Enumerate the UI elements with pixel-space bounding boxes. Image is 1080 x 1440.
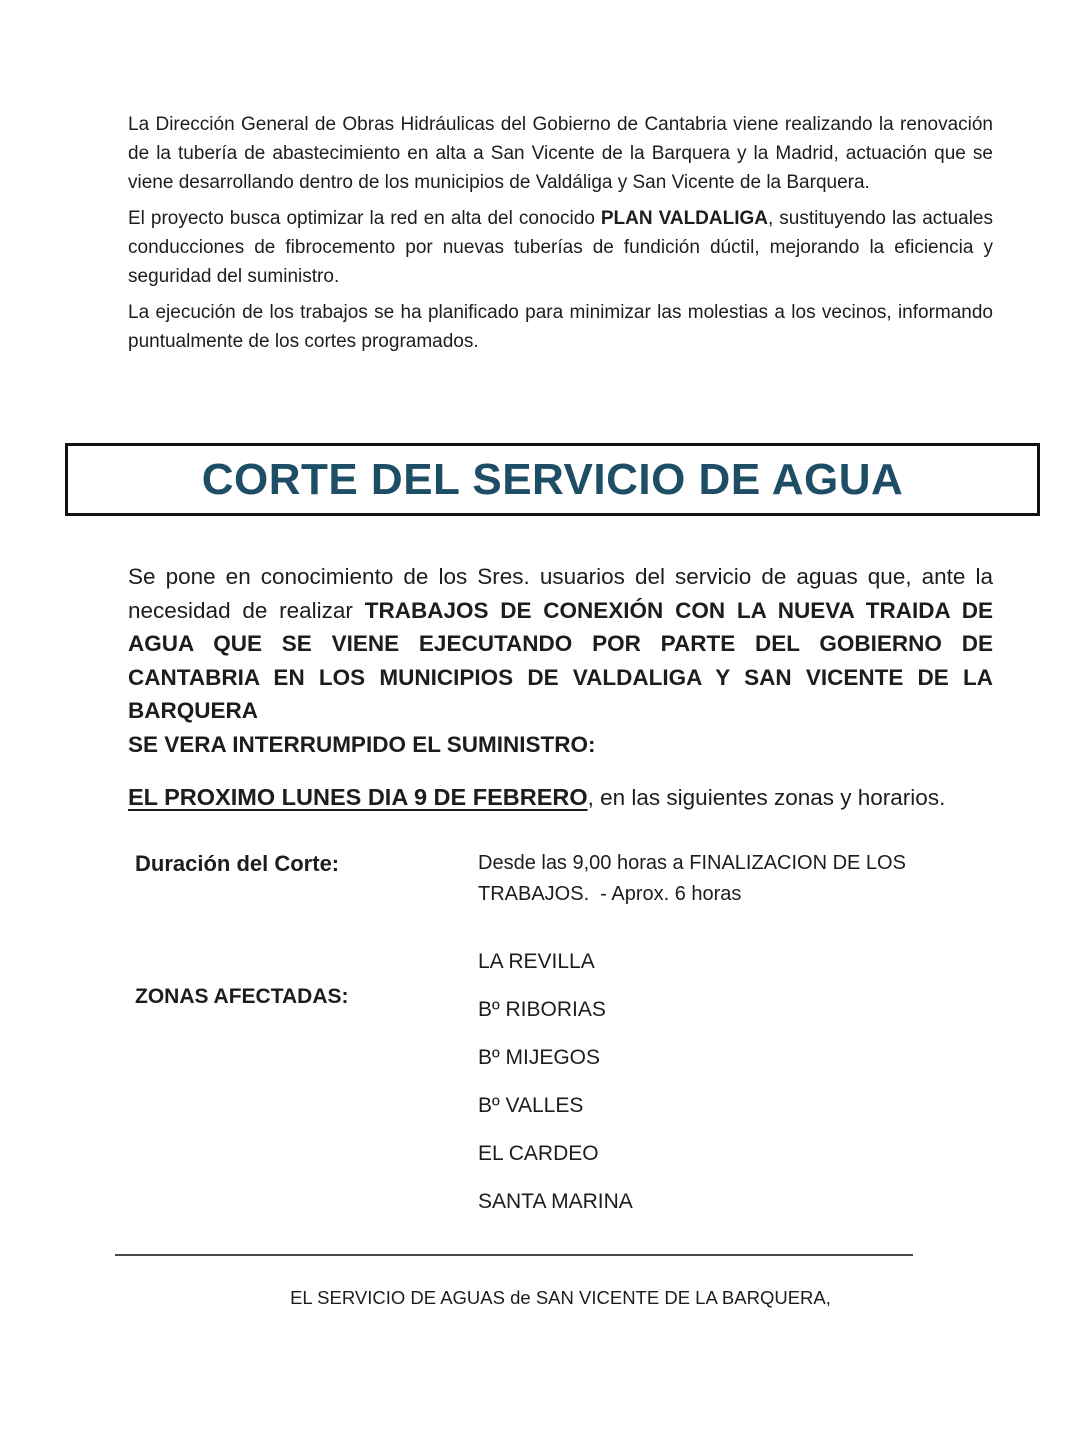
notice-title: CORTE DEL SERVICIO DE AGUA (201, 454, 904, 504)
notice-body-pre: Se pone en conocimiento de los Sres. usuarios del servicio de aguas que, ante la necesidad de realizar (128, 564, 993, 623)
zones-row (128, 949, 993, 1237)
date-bold-underlined: EL PROXIMO LUNES DIA 9 DE FEBRERO (128, 784, 588, 810)
intro-paragraph-1 (128, 110, 993, 197)
zone-item: Bº RIBORIAS (478, 998, 606, 1021)
zone-item: Bº VALLES (478, 1094, 584, 1117)
interrupt-line: SE VERA INTERRUMPIDO EL SUMINISTRO: (128, 731, 596, 757)
intro-paragraph-1-text: La Dirección General de Obras Hidráulicas del Gobierno de Cantabria viene realizando la renovación de la tubería de abastecimiento en alta a San Vicente de la Barquera y la Madrid, actuación que se viene desarrollando dentro de los municipios de Valdáliga y San Vicente de la Barquera. (128, 114, 993, 193)
intro-paragraph-3-text: La ejecución de los trabajos se ha planificado para minimizar las molestias a los vecinos, informando puntualmente de los cortes programados. (128, 302, 993, 352)
duration-value: Desde las 9,00 horas a FINALIZACION DE LOS TRABAJOS. - Aprox. 6 horas (478, 852, 912, 905)
notice-body-paragraph (128, 560, 993, 761)
zones-label: ZONAS AFECTADAS: (135, 985, 349, 1008)
notice-body-bold: TRABAJOS DE CONEXIÓN CON LA NUEVA TRAIDA DE AGUA QUE SE VIENE EJECUTANDO POR PARTE DEL GOBIERNO DE CANTABRIA EN LOS MUNICIPIOS DE VALDALIGA Y SAN VICENTE DE LA BARQUERA (128, 597, 993, 723)
notice-title-box (65, 443, 1040, 516)
intro-paragraph-3 (128, 298, 993, 356)
footer-signature: EL SERVICIO DE AGUAS de SAN VICENTE DE LA BARQUERA, (290, 1287, 831, 1308)
date-paragraph (128, 780, 993, 815)
plan-valdaliga-bold: PLAN VALDALIGA (600, 208, 769, 229)
intro-section (128, 110, 993, 356)
zone-item: EL CARDEO (478, 1142, 599, 1165)
intro-paragraph-2 (128, 204, 993, 291)
zone-list (478, 949, 993, 1237)
date-rest: , en las siguientes zonas y horarios. (587, 785, 946, 810)
duration-label: Duración del Corte: (135, 851, 340, 876)
intro-paragraph-2-post: , sustituyendo las actuales conducciones de fibrocemento por nuevas tuberías de fundición dúctil, mejorando la eficiencia y seguridad del suministro. (128, 208, 993, 287)
zone-item: SANTA MARINA (478, 1190, 633, 1213)
duration-row (128, 848, 993, 910)
footer-divider (115, 1254, 913, 1256)
zone-item: LA REVILLA (478, 950, 595, 973)
zone-item: Bº MIJEGOS (478, 1046, 601, 1069)
intro-paragraph-2-pre: El proyecto busca optimizar la red en alta del conocido (128, 208, 601, 229)
